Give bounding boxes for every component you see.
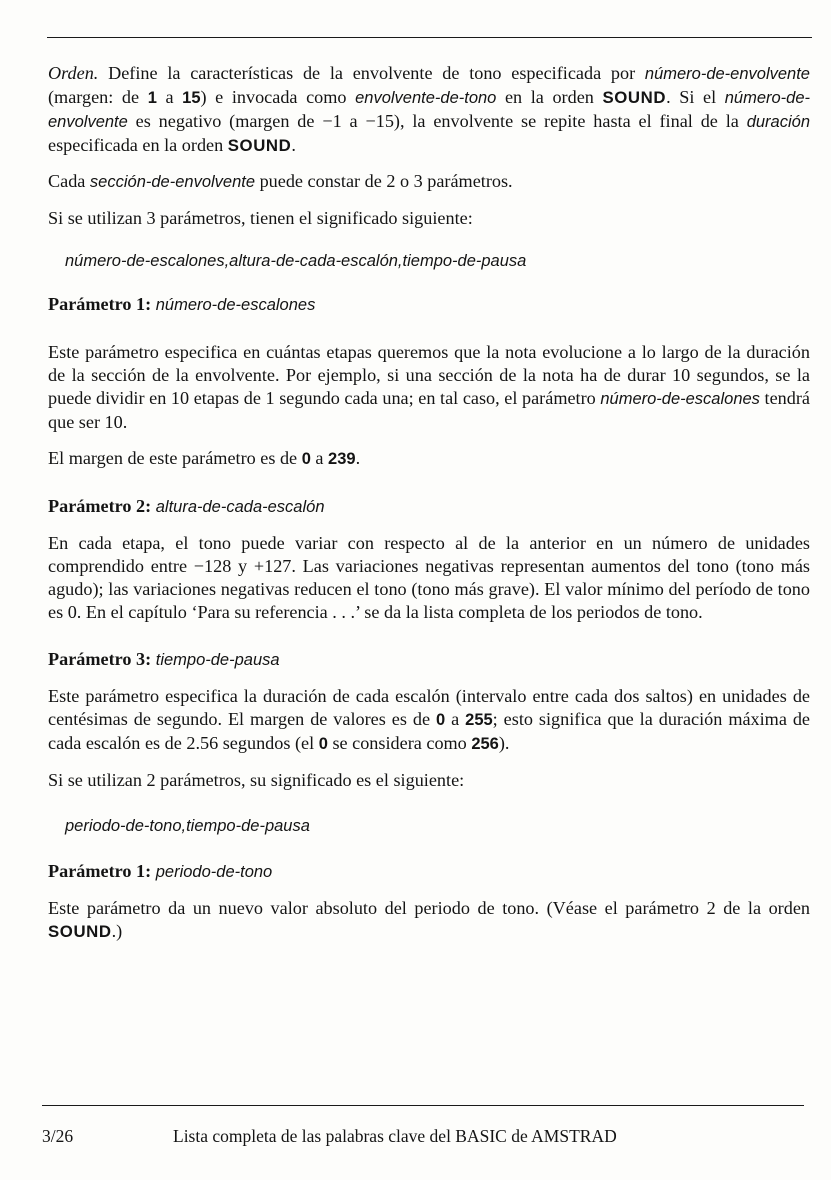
- paragraph-margen-239: El margen de este parámetro es de 0 a 239.: [48, 448, 361, 468]
- keyword-sound: SOUND: [48, 922, 112, 941]
- paragraph-seccion: Cada sección-de-envolvente puede constar de 2 o 3 parámetros.: [48, 171, 513, 191]
- parameter-heading-1: Parámetro 1: número-de-escalones: [48, 294, 316, 314]
- parameter-heading-4: Parámetro 1: periodo-de-tono: [48, 861, 273, 881]
- page-number: 3/26: [42, 1126, 74, 1146]
- keyword-sound: SOUND: [602, 88, 667, 107]
- parameter-heading-2: Parámetro 2: altura-de-cada-escalón: [48, 496, 325, 516]
- paragraph-escalones: Este parámetro especifica en cuántas etapas queremos que la nota evolucione a lo largo de la duración de la sección de la envolvente. Por ejemplo, si una sección de la nota ha de durar 10 segundos, se la puede dividir en 10 etapas de 1 segundo cada una; en tal caso, el parámetro número-de-escalones tendrá que ser 10.: [48, 342, 810, 432]
- page-body: [48, 62, 810, 943]
- paragraph-altura: En cada etapa, el tono puede variar con respecto al de la anterior en un número de unidades comprendido entre −128 y +127. Las variaciones negativas representan aumentos del tono (tono más agudo); las variaciones negativas reducen el tono (tono más grave). El valor mínimo del período de tono es 0. En el capítulo ‘Para su referencia . . .’ se da la lista completa de los periodos de tono.: [48, 533, 810, 622]
- syntax-two-params: periodo-de-tono,tiempo-de-pausa: [65, 817, 310, 835]
- keyword-sound: SOUND: [227, 136, 292, 155]
- paragraph-dos-parametros: Si se utilizan 2 parámetros, su significado es el siguiente:: [48, 770, 465, 790]
- paragraph-pausa: Este parámetro especifica la duración de cada escalón (intervalo entre cada dos saltos) en unidades de centésimas de segundo. El margen de valores es de 0 a 255; esto significa que la duración máxima de cada escalón es de 2.56 segundos (el 0 se considera como 256).: [48, 686, 811, 753]
- parameter-heading-3: Parámetro 3: tiempo-de-pausa: [48, 649, 280, 669]
- lead-word: Orden.: [48, 63, 99, 83]
- top-rule: [47, 37, 812, 38]
- footer-title: Lista completa de las palabras clave del BASIC de AMSTRAD: [173, 1126, 617, 1146]
- paragraph-periodo: Este parámetro da un nuevo valor absoluto del periodo de tono. (Véase el parámetro 2 de la orden SOUND.): [48, 898, 810, 941]
- paragraph-orden: Orden. Define la características de la envolvente de tono especificada por número-de-envolvente (margen: de 1 a 15) e invocada como envolvente-de-tono en la orden SOUND. Si el número-de-envolvente es negativo (margen de −1 a −15), la envolvente se repite hasta el final de la duración especificada en la orden SOUND.: [48, 63, 811, 155]
- paragraph-tres-parametros: Si se utilizan 3 parámetros, tienen el significado siguiente:: [48, 208, 473, 228]
- syntax-three-params: número-de-escalones,altura-de-cada-escalón,tiempo-de-pausa: [65, 252, 527, 270]
- bottom-rule: [42, 1105, 804, 1106]
